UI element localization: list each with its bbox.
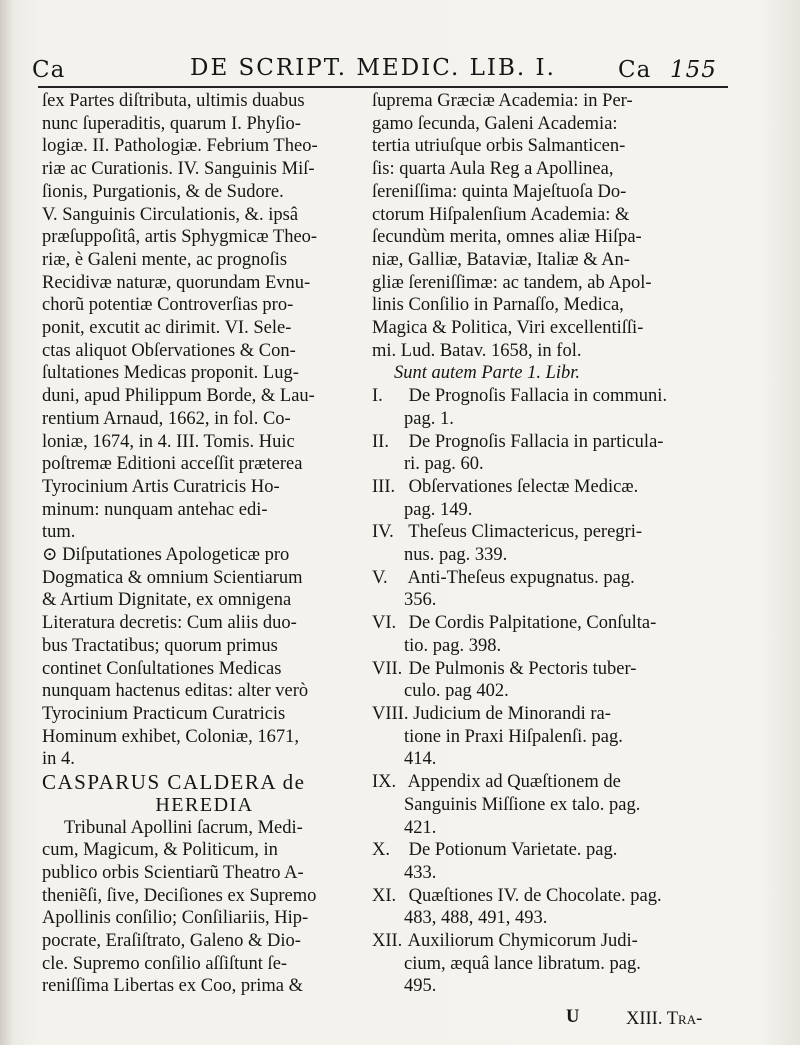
entry-disputationes — [42, 544, 367, 771]
text-line: ſex Partes diſtributa, ultimis duabus — [42, 91, 305, 111]
contents-item-number: VII. — [372, 658, 403, 679]
contents-item-number: VI. — [372, 613, 397, 634]
text-line: riæ, è Galeni mente, ac prognoſis — [42, 249, 288, 270]
contents-item-number: XI. — [372, 885, 397, 906]
contents-item-title: Judicium de Minorandi ra- — [408, 703, 611, 724]
text-line: Dogmatica & omnium Scientiarum — [42, 567, 303, 588]
text-line: ponit, excutit ac dirimit. VI. Sele- — [42, 318, 292, 339]
contents-item-line: ri. pag. 60. — [404, 454, 484, 475]
contents-item-first-line — [372, 567, 717, 590]
contents-item-line: pag. 149. — [404, 499, 473, 520]
text-line: ctorum Hiſpalenſium Academia: & — [372, 204, 630, 225]
contents-item-number: III. — [372, 476, 396, 497]
text-line: Recidivæ naturæ, quorundam Evnu- — [42, 272, 311, 293]
contents-item — [372, 930, 717, 998]
contents-item-title: Appendix ad Quæſtionem de — [404, 772, 621, 793]
contents-item — [372, 885, 717, 930]
text-line: ſis: quarta Aula Reg a Apollinea, — [372, 159, 614, 180]
contents-item-first-line — [372, 612, 717, 635]
contents-item — [372, 431, 717, 476]
contents-item-first-line — [372, 839, 717, 862]
text-line: tum. — [42, 522, 76, 543]
entry-continuation — [372, 90, 717, 362]
text-line: ſereniſſima: quinta Majeſtuoſa Do- — [372, 181, 627, 202]
contents-item-first-line — [372, 658, 717, 681]
text-line: Literatura decretis: Cum aliis duo- — [42, 613, 297, 634]
text-line: in 4. — [42, 749, 75, 770]
contents-item-number: V. — [372, 567, 388, 588]
text-line: V. Sanguinis Circulationis, &. ipsâ — [42, 204, 299, 225]
header-catch-left: Ca — [32, 57, 66, 83]
contents-item-first-line — [372, 521, 717, 544]
text-line: minum: nunquam antehac edi- — [42, 499, 268, 520]
contents-item — [372, 658, 717, 703]
text-line: & Artium Dignitate, ex omnigena — [42, 590, 292, 611]
text-line: linis Conſilio in Parnaſſo, Medica, — [372, 295, 624, 316]
text-line: gamo ſecunda, Galeni Academia: — [372, 113, 618, 134]
text-line: continet Conſultationes Medicas — [42, 658, 282, 679]
contents-item — [372, 771, 717, 839]
text-line: ſultationes Medicas proponit. Lug- — [42, 363, 299, 384]
text-line: Hominum exhibet, Coloniæ, 1671, — [42, 726, 299, 747]
text-line: bus Tractatibus; quorum primus — [42, 635, 278, 656]
right-column — [372, 90, 717, 998]
contents-item-line: 356. — [404, 590, 437, 611]
text-line: Tyrocinium Practicum Curatricis — [42, 703, 286, 724]
text-line: ſionis, Purgationis, & de Sudore. — [42, 181, 284, 202]
text-line: pocrate, Eraſiſtrato, Galeno & Dio- — [42, 931, 301, 952]
contents-item-line: Sanguinis Miſſione ex talo. pag. — [404, 794, 641, 815]
text-line: ſuprema Græciæ Academia: in Per- — [372, 91, 633, 111]
text-line: reniſſima Libertas ex Coo, prima & — [42, 976, 303, 997]
header-rule — [38, 86, 728, 88]
contents-item-title: Auxiliorum Chymicorum Judi- — [404, 931, 638, 952]
text-line: ſecundùm merita, omnes aliæ Hiſpa- — [372, 227, 642, 248]
contents-item — [372, 567, 717, 612]
contents-item-title: Obſervationes ſelectæ Medicæ. — [404, 476, 639, 497]
text-line: logiæ. II. Pathologiæ. Febrium Theo- — [42, 136, 318, 157]
entry-text — [42, 90, 367, 544]
contents-item-title: De Prognoſis Fallacia in communi. — [404, 386, 668, 407]
contents-item-first-line — [372, 771, 717, 794]
page-number: 155 — [670, 57, 717, 83]
contents-item-number: XII. — [372, 931, 403, 952]
text-line: theniẽſi, ſive, Deciſiones ex Supremo — [42, 885, 317, 906]
text-line: Magica & Politica, Viri excellentiſſi- — [372, 318, 644, 339]
text-line: rentium Arnaud, 1662, in fol. Co- — [42, 408, 291, 429]
text-line: duni, apud Philippum Borde, & Lau- — [42, 386, 315, 407]
contents-item-line: 433. — [404, 862, 437, 883]
contents-item-title: Theſeus Climactericus, peregri- — [404, 522, 643, 543]
text-line: Tribunal Apollini ſacrum, Medi- — [64, 817, 303, 838]
contents-item-line: 414. — [404, 749, 437, 770]
text-line: ctas aliquot Obſervationes & Con- — [42, 340, 296, 361]
signature-mark: U — [566, 1007, 580, 1027]
contents-item-title: De Prognoſis Fallacia in particula- — [404, 431, 664, 452]
contents-item-line: pag. 1. — [404, 408, 454, 429]
contents-item-line: 495. — [404, 976, 437, 997]
contents-item-line: culo. pag 402. — [404, 681, 509, 702]
contents-item-number: X. — [372, 840, 390, 861]
contents-item-line: cium, æquâ lance libratum. pag. — [404, 953, 641, 974]
contents-item-line: nus. pag. 339. — [404, 545, 508, 566]
contents-list — [372, 385, 717, 998]
text-line: chorũ potentiæ Controverſias pro- — [42, 295, 294, 316]
contents-item-first-line — [372, 885, 717, 908]
text-line: publico orbis Scientiarũ Theatro A- — [42, 862, 304, 883]
contents-item-line: tio. pag. 398. — [404, 635, 502, 656]
author-heading-line: HEREDIA — [155, 793, 254, 816]
text-line: Apollinis conſilio; Conſiliariis, Hip- — [42, 908, 309, 929]
catchword: XIII. Tra- — [626, 1009, 703, 1029]
contents-item-number: IX. — [372, 772, 397, 793]
contents-item — [372, 612, 717, 657]
author-heading — [42, 771, 367, 816]
contents-item-line: tione in Praxi Hiſpalenſi. pag. — [404, 726, 623, 747]
text-line: cle. Supremo conſilio aſſiſtunt ſe- — [42, 953, 288, 974]
text-line: ⊙ Diſputationes Apologeticæ pro — [42, 545, 290, 566]
author-heading-line: CASPARUS CALDERA de — [42, 771, 306, 794]
contents-item-first-line — [372, 930, 717, 953]
contents-item-first-line — [372, 476, 717, 499]
text-line: poſtremæ Editioni acceſſit præterea — [42, 454, 303, 475]
entry-tribunal — [42, 817, 367, 999]
contents-item-title: De Cordis Palpitatione, Conſulta- — [404, 613, 657, 634]
contents-subheading: Sunt autem Parte 1. Libr. — [394, 363, 581, 384]
contents-item — [372, 839, 717, 884]
text-line: nunc ſuperaditis, quarum I. Phyſio- — [42, 113, 301, 134]
contents-item-line: 483, 488, 491, 493. — [404, 908, 548, 929]
contents-item-first-line — [372, 703, 717, 726]
text-line: Tyrocinium Artis Curatricis Ho- — [42, 476, 280, 497]
contents-item-number: IV. — [372, 522, 394, 543]
contents-item-first-line — [372, 431, 717, 454]
contents-item-title: De Pulmonis & Pectoris tuber- — [404, 658, 637, 679]
text-line: præſuppoſitâ, artis Sphygmicæ Theo- — [42, 227, 318, 248]
left-column — [42, 90, 367, 998]
running-header — [30, 55, 725, 85]
contents-item-title: De Potionum Varietate. pag. — [404, 840, 618, 861]
contents-item-title: Quæſtiones IV. de Chocolate. pag. — [404, 885, 662, 906]
contents-item — [372, 476, 717, 521]
header-catch-right: Ca — [618, 57, 652, 83]
text-line: riæ ac Curationis. IV. Sanguinis Miſ- — [42, 159, 315, 180]
text-line: cum, Magicum, & Politicum, in — [42, 840, 278, 861]
contents-item-line: 421. — [404, 817, 437, 838]
contents-item — [372, 521, 717, 566]
text-line: tertia utriuſque orbis Salmanticen- — [372, 136, 626, 157]
contents-item-number: II. — [372, 431, 389, 452]
header-title: DE SCRIPT. MEDIC. LIB. I. — [190, 55, 556, 81]
contents-item-number: I. — [372, 386, 383, 407]
text-line: nunquam hactenus editas: alter verò — [42, 681, 309, 702]
text-line: niæ, Galliæ, Bataviæ, Italiæ & An- — [372, 249, 630, 270]
contents-item — [372, 385, 717, 430]
contents-item-first-line — [372, 385, 717, 408]
contents-item-number: VIII. — [372, 703, 409, 724]
text-line: loniæ, 1674, in 4. III. Tomis. Huic — [42, 431, 295, 452]
text-line: gliæ ſereniſſimæ: ac tandem, ab Apol- — [372, 272, 652, 293]
contents-item-title: Anti-Theſeus expugnatus. pag. — [404, 567, 635, 588]
contents-item — [372, 703, 717, 771]
text-line: mi. Lud. Batav. 1658, in fol. — [372, 340, 582, 361]
